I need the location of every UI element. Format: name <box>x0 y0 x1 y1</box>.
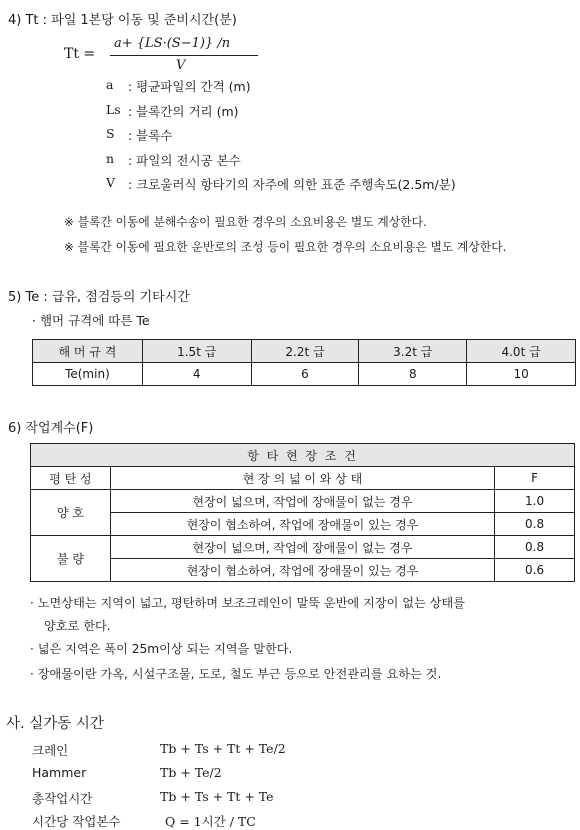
table-header-cell: 해 머 규 격 <box>33 340 143 363</box>
operating-time-label: 크레인 <box>32 743 69 758</box>
table-header-cell: 현 장 의 넓 이 와 상 태 <box>110 467 494 490</box>
table-cell: 현장이 넓으며, 작업에 장애물이 없는 경우 <box>110 536 494 559</box>
fraction-bar <box>110 55 258 56</box>
table-cell: 4 <box>142 363 251 386</box>
note-line: 양호로 한다. <box>44 619 111 633</box>
group-label-poor: 불 량 <box>31 536 111 582</box>
table-header-cell: 평 탄 성 <box>31 467 111 490</box>
def-symbol: a <box>106 77 114 92</box>
def-description: : 블록간의 거리 (m) <box>128 104 239 119</box>
operating-time-expression: Tb + Ts + Tt + Te <box>160 789 274 804</box>
note-line: · 장애물이란 가옥, 시설구조물, 도로, 철도 부근 등으로 안전관리를 요하는 것. <box>30 667 442 681</box>
note-line: · 넓은 지역은 폭이 25m이상 되는 지역을 말한다. <box>30 642 293 656</box>
table-header-row <box>33 340 576 363</box>
section-operating-time-heading: 사. 실가동 시간 <box>6 716 104 732</box>
group-label-good: 양 호 <box>31 490 111 536</box>
table-header-cell: 4.0t 급 <box>467 340 576 363</box>
formula-denominator: V <box>176 58 186 73</box>
def-description: : 평균파일의 간격 (m) <box>128 79 251 94</box>
def-symbol: V <box>106 175 116 190</box>
table-row <box>31 559 575 582</box>
table-header-cell: 1.5t 급 <box>142 340 251 363</box>
table-cell: 6 <box>251 363 359 386</box>
note-line: ※ 블록간 이동에 분해수송이 필요한 경우의 소요비용은 별도 계상한다. <box>64 215 427 229</box>
formula-lhs: Tt = <box>64 46 96 62</box>
def-description: : 크로울러식 항타기의 자주에 의한 표준 주행속도(2.5m/분) <box>128 177 456 192</box>
operating-time-label: Hammer <box>32 765 87 780</box>
table-header-cell: 3.2t 급 <box>359 340 467 363</box>
table-row-label: Te(min) <box>33 363 143 386</box>
hammer-te-table <box>32 339 576 386</box>
table-cell: 0.6 <box>495 559 575 582</box>
table-row <box>33 363 576 386</box>
def-description: : 파일의 전시공 본수 <box>128 153 241 168</box>
section-5-heading: 5) Te : 급유, 점검등의 기타시간 <box>8 290 190 305</box>
operating-time-expression: Tb + Ts + Tt + Te/2 <box>160 741 286 756</box>
note-line: · 노면상태는 지역이 넓고, 평탄하며 보조크레인이 말뚝 운반에 지장이 없는 상태를 <box>30 596 466 610</box>
table-header-row <box>31 467 575 490</box>
table-row <box>31 513 575 536</box>
operating-time-expression: Tb + Te/2 <box>160 765 222 780</box>
def-symbol: n <box>106 151 115 166</box>
operating-time-label: 시간당 작업본수 <box>32 814 121 829</box>
table-row <box>31 536 575 559</box>
table-cell: 1.0 <box>495 490 575 513</box>
bullet-hammer-spec: · 햄머 규격에 따른 Te <box>32 313 150 328</box>
table-cell: 0.8 <box>495 513 575 536</box>
operating-time-expression: Q = 1시간 / TC <box>165 814 256 829</box>
note-line: ※ 블록간 이동에 필요한 운반로의 조성 등이 필요한 경우의 소요비용은 별도 계상한다. <box>64 240 507 254</box>
section-4-heading: 4) Tt : 파일 1본당 이동 및 준비시간(분) <box>8 13 237 28</box>
table-cell: 10 <box>467 363 576 386</box>
section-6-heading: 6) 작업계수(F) <box>8 421 94 436</box>
table-top-header: 항 타 현 장 조 건 <box>31 444 575 467</box>
def-symbol: Ls <box>106 102 121 117</box>
def-symbol: S <box>106 126 115 141</box>
table-header-cell: F <box>495 467 575 490</box>
table-header-row <box>31 444 575 467</box>
def-description: : 블록수 <box>128 128 173 143</box>
work-factor-table <box>30 443 575 582</box>
table-cell: 현장이 협소하여, 작업에 장애물이 있는 경우 <box>110 559 494 582</box>
formula-numerator: a+ {LS·(S−1)} /n <box>114 36 231 51</box>
table-cell: 8 <box>359 363 467 386</box>
table-cell: 현장이 협소하여, 작업에 장애물이 있는 경우 <box>110 513 494 536</box>
table-header-cell: 2.2t 급 <box>251 340 359 363</box>
table-cell: 0.8 <box>495 536 575 559</box>
operating-time-label: 총작업시간 <box>32 791 93 806</box>
table-row <box>31 490 575 513</box>
table-cell: 현장이 넓으며, 작업에 장애물이 없는 경우 <box>110 490 494 513</box>
